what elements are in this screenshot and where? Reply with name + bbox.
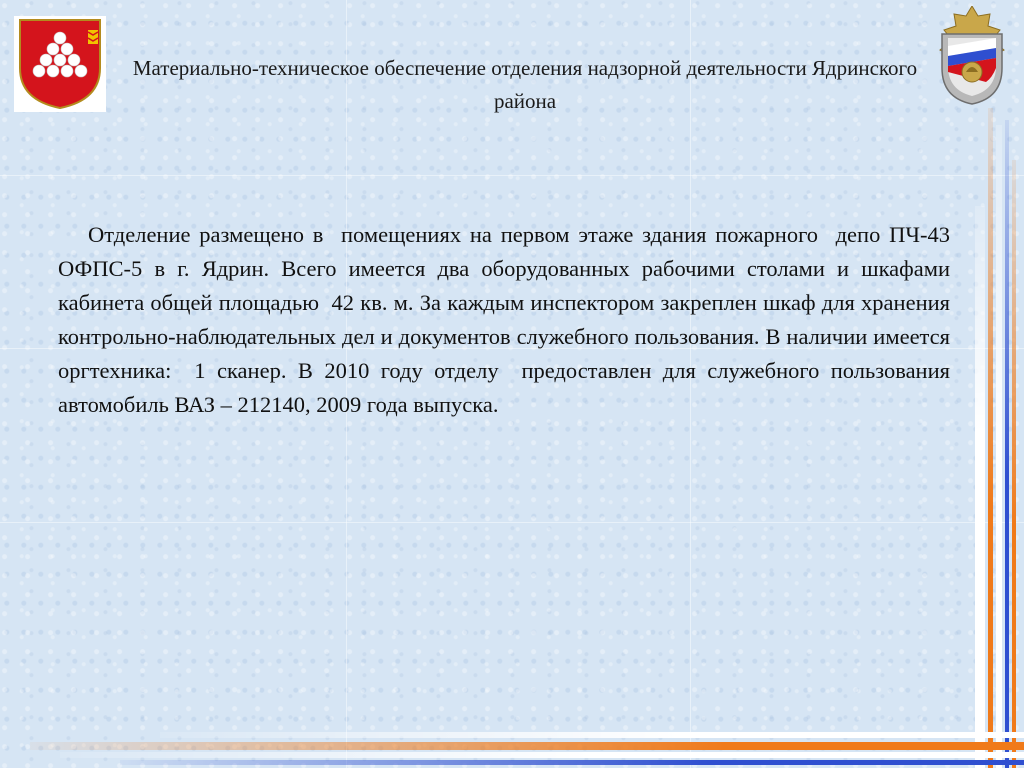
decorative-stripe — [160, 732, 1024, 738]
decorative-stripe — [988, 108, 993, 768]
coat-of-arms-icon — [14, 16, 106, 112]
decorative-stripe — [1012, 160, 1016, 768]
decorative-stripe — [120, 760, 1024, 765]
slide-title: Материально-техническое обеспечение отделения надзорной деятельности Ядринского района — [132, 56, 918, 113]
background-grid-line — [0, 175, 1024, 176]
decorative-stripe — [1005, 120, 1009, 768]
decorative-stripe — [30, 742, 1024, 750]
decorative-stripe — [975, 206, 985, 768]
background-grid-line — [0, 522, 1024, 523]
fire-supervision-badge-icon — [932, 6, 1012, 106]
decorative-stripe — [996, 125, 1002, 768]
slide-body-paragraph: Отделение размещено в помещениях на первом этаже здания пожарного депо ПЧ-43 ОФПС-5 в г. Ядрин. Всего имеется два оборудованных рабочими столами и шкафами кабинета общей площадью 42 кв. м. За каждым инспектором закреплен шкаф для хранения контрольно-наблюдательных дел и документов служебного пользования. В наличии имеется оргтехника: 1 сканер. В 2010 году отделу предоставлен для служебного пользования автомобиль ВАЗ – 212140, 2009 года выпуска. — [58, 222, 962, 417]
decorative-stripe — [60, 752, 1024, 758]
